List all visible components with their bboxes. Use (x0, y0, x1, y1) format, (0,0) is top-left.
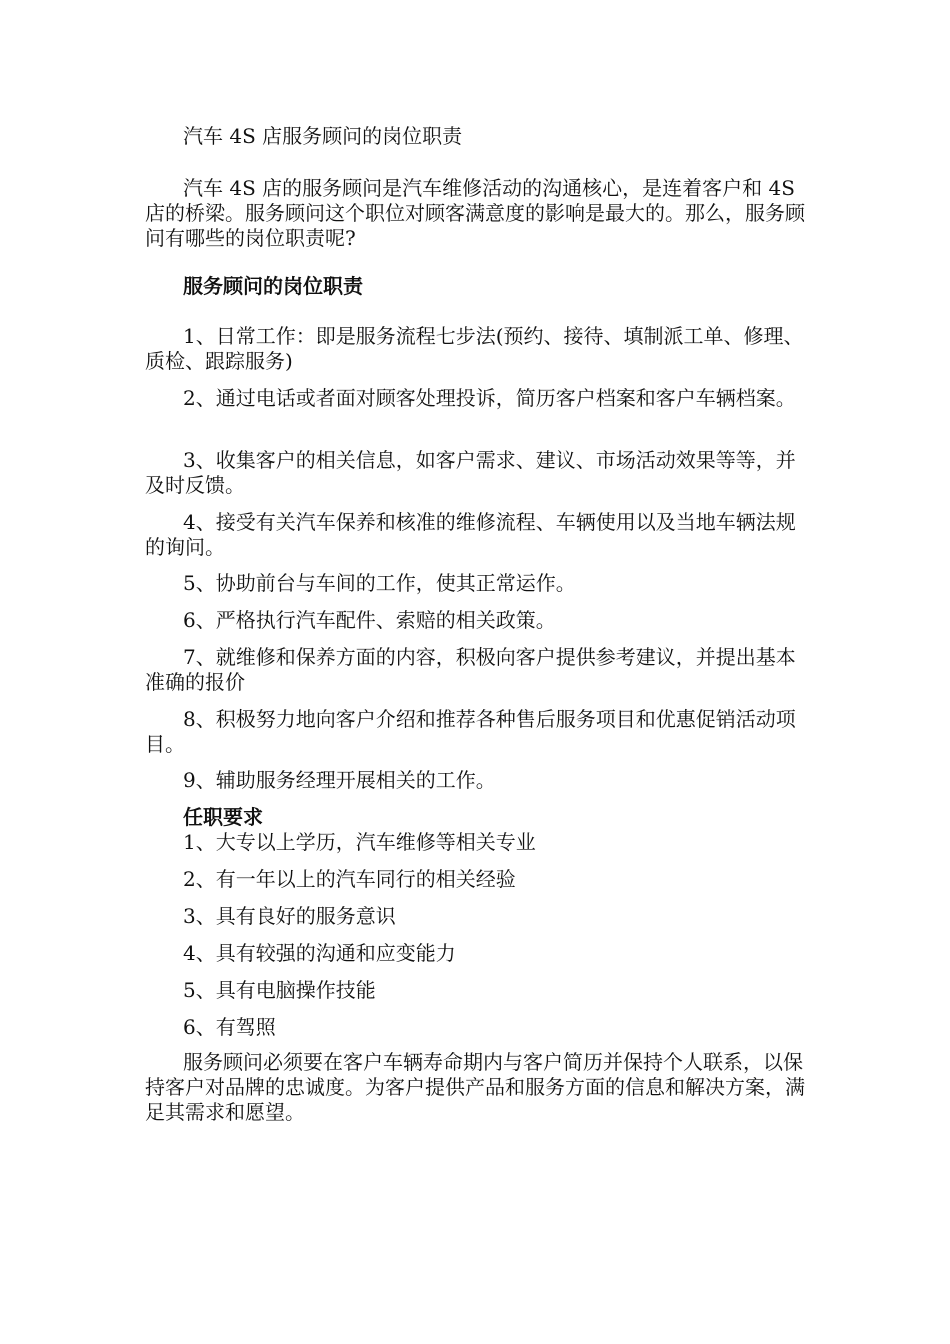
duty-item-2: 2、通过电话或者面对顾客处理投诉，简历客户档案和客户车辆档案。 (183, 386, 796, 410)
requirement-item-5: 5、具有电脑操作技能 (183, 978, 376, 1002)
duty-item-6: 6、严格执行汽车配件、索赔的相关政策。 (183, 608, 556, 632)
document-title: 汽车 4S 店服务顾问的岗位职责 (183, 124, 463, 148)
duties-heading: 服务顾问的岗位职责 (183, 274, 363, 298)
requirement-item-2: 2、有一年以上的汽车同行的相关经验 (183, 867, 516, 891)
requirement-item-1: 1、大专以上学历，汽车维修等相关专业 (183, 830, 536, 854)
duty-item-8: 8、积极努力地向客户介绍和推荐各种售后服务项目和优惠促销活动项目。 (145, 707, 796, 756)
duty-item-1: 1、日常工作：即是服务流程七步法(预约、接待、填制派工单、修理、质检、跟踪服务) (145, 324, 804, 373)
requirement-item-3: 3、具有良好的服务意识 (183, 904, 396, 928)
duty-item-4: 4、接受有关汽车保养和核准的维修流程、车辆使用以及当地车辆法规的询问。 (145, 510, 796, 559)
duty-item-3: 3、收集客户的相关信息，如客户需求、建议、市场活动效果等等，并及时反馈。 (145, 448, 796, 497)
duty-item-7: 7、就维修和保养方面的内容，积极向客户提供参考建议，并提出基本准确的报价 (145, 645, 796, 694)
intro-paragraph: 汽车 4S 店的服务顾问是汽车维修活动的沟通核心，是连着客户和 4S 店的桥梁。服务顾问这个职位对顾客满意度的影响是最大的。那么，服务顾问有哪些的岗位职责呢? (145, 176, 805, 250)
closing-paragraph: 服务顾问必须要在客户车辆寿命期内与客户简历并保持个人联系，以保持客户对品牌的忠诚度。为客户提供产品和服务方面的信息和解决方案，满足其需求和愿望。 (145, 1050, 805, 1124)
requirement-item-6: 6、有驾照 (183, 1015, 276, 1039)
requirement-item-4: 4、具有较强的沟通和应变能力 (183, 941, 456, 965)
duty-item-9: 9、辅助服务经理开展相关的工作。 (183, 768, 496, 792)
duty-item-5: 5、协助前台与车间的工作，使其正常运作。 (183, 571, 576, 595)
requirements-heading: 任职要求 (183, 805, 263, 829)
